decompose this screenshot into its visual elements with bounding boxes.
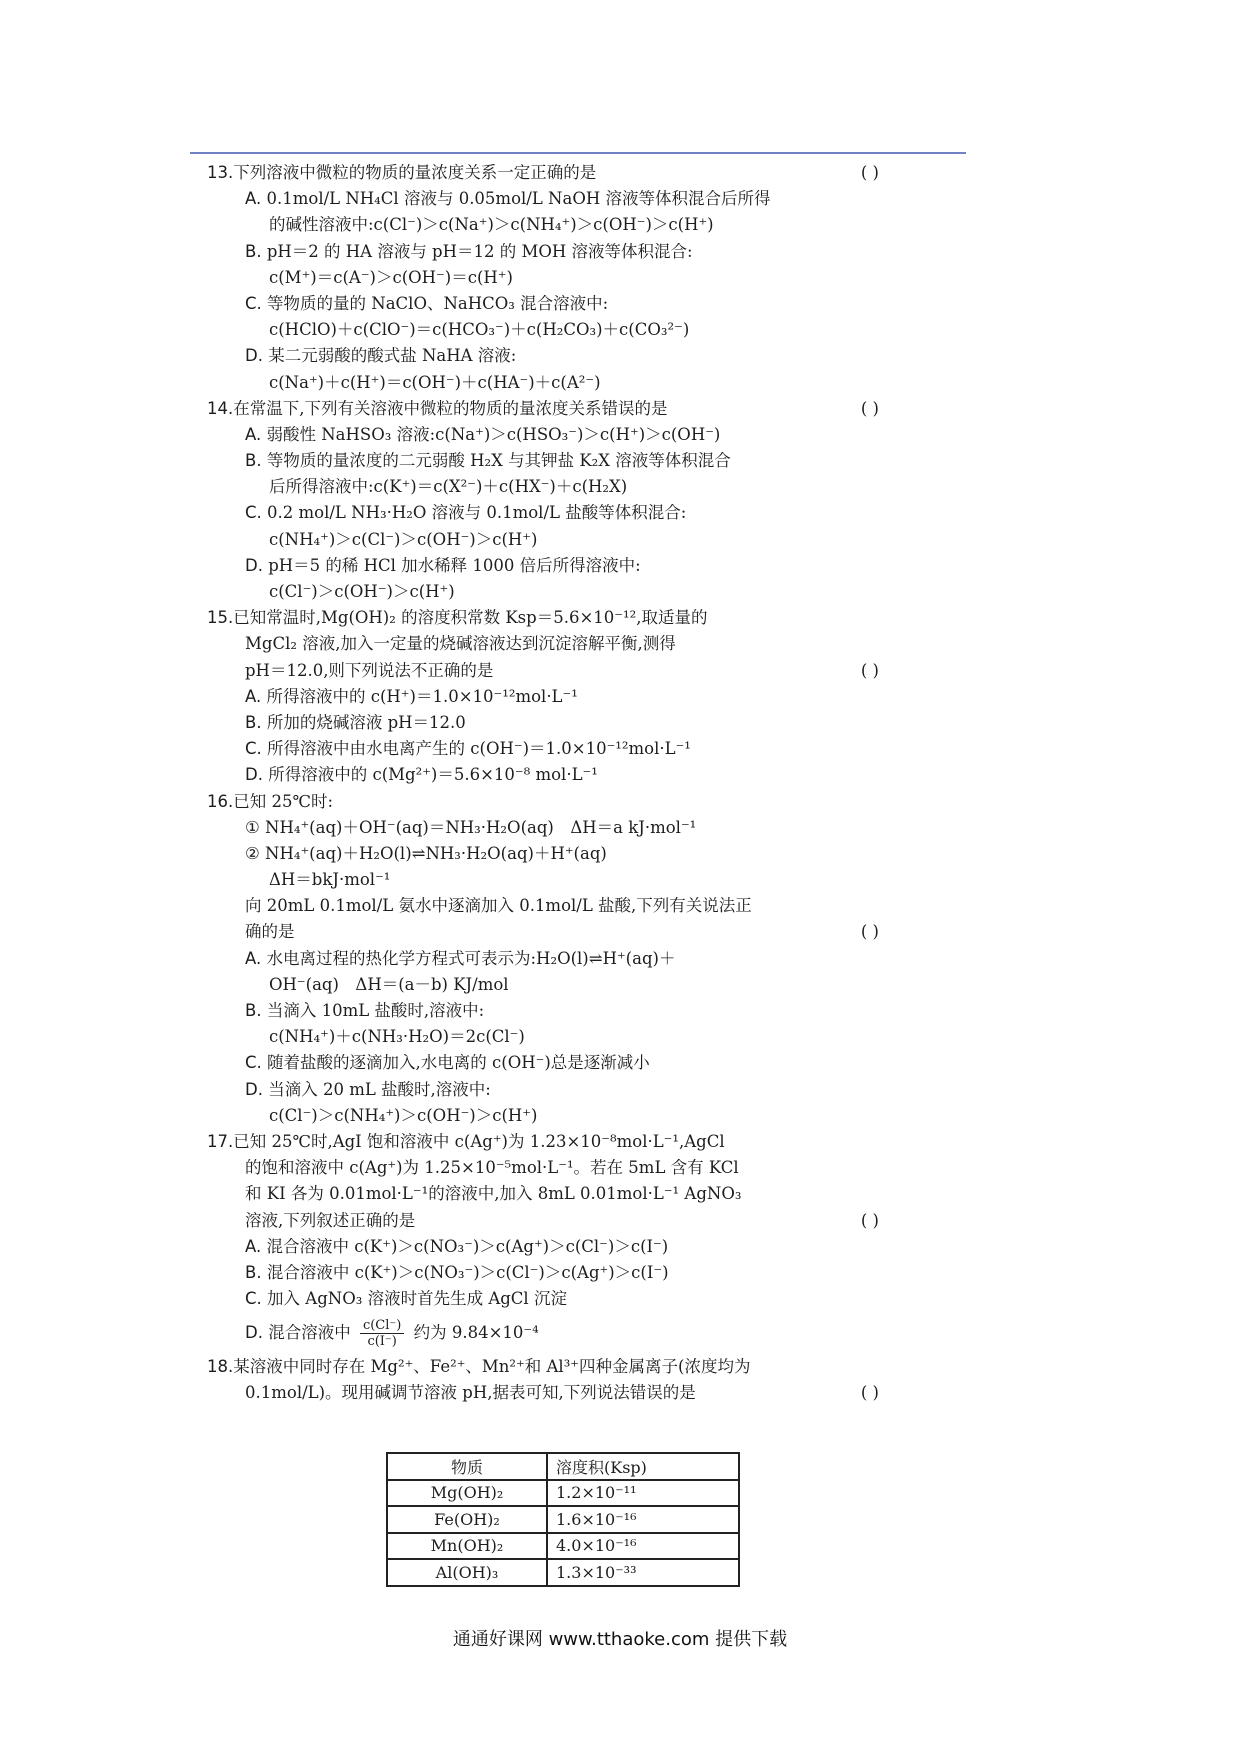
line-text: 等物质的量的 NaClO、NaHCO₃ 混合溶液中: bbox=[267, 293, 609, 313]
option-line bbox=[245, 710, 893, 736]
line-text: 所得溶液中由水电离产生的 c(OH⁻)＝1.0×10⁻¹²mol·L⁻¹ bbox=[267, 739, 691, 759]
option-line bbox=[245, 291, 893, 317]
line-text: ΔH＝bkJ·mol⁻¹ bbox=[269, 870, 391, 890]
question-content bbox=[207, 160, 893, 1407]
option-label: D. bbox=[245, 1079, 263, 1099]
option-line bbox=[245, 422, 893, 448]
option-label: A. bbox=[245, 686, 262, 706]
line-text: 水电离过程的热化学方程式可表示为:H₂O(l)⇌H⁺(aq)＋ bbox=[266, 948, 676, 968]
line-text: 在常温下,下列有关溶液中微粒的物质的量浓度关系错误的是 bbox=[233, 398, 668, 418]
text-line bbox=[269, 265, 893, 291]
line-text: pH＝5 的稀 HCl 加水稀释 1000 倍后所得溶液中: bbox=[268, 555, 641, 575]
line-text: c(Na⁺)＋c(H⁺)＝c(OH⁻)＋c(HA⁻)＋c(A²⁻) bbox=[269, 372, 601, 392]
option-line bbox=[245, 1260, 893, 1286]
option-line bbox=[245, 684, 893, 710]
table-row bbox=[387, 1480, 739, 1507]
substance-cell: Mn(OH)₂ bbox=[387, 1533, 547, 1560]
answer-blank: ( ) bbox=[860, 163, 879, 182]
option-line bbox=[245, 946, 893, 972]
text-line bbox=[269, 370, 893, 396]
line-text: 后所得溶液中:c(K⁺)＝c(X²⁻)＋c(HX⁻)＋c(H₂X) bbox=[269, 477, 628, 497]
line-text: 已知常温时,Mg(OH)₂ 的溶度积常数 Ksp＝5.6×10⁻¹²,取适量的 bbox=[233, 608, 708, 628]
line-text: 某二元弱酸的酸式盐 NaHA 溶液: bbox=[268, 346, 517, 366]
option-line bbox=[245, 500, 893, 526]
ksp-cell: 1.2×10⁻¹¹ bbox=[547, 1480, 739, 1507]
option-line bbox=[245, 1077, 893, 1103]
text-line bbox=[245, 1380, 893, 1406]
option-label: C. bbox=[245, 739, 262, 759]
line-text: 0.1mol/L)。现用碱调节溶液 pH,据表可知,下列说法错误的是 bbox=[245, 1383, 696, 1403]
option-label: B. bbox=[245, 1001, 262, 1020]
option-label: A. bbox=[245, 948, 262, 968]
line-text: 向 20mL 0.1mol/L 氨水中逐滴加入 0.1mol/L 盐酸,下列有关说法正 bbox=[245, 896, 752, 916]
question-stem-line bbox=[207, 1129, 893, 1155]
line-text: OH⁻(aq) ΔH＝(a－b) KJ/mol bbox=[269, 974, 509, 994]
text-line bbox=[245, 1208, 893, 1234]
option-label: B. bbox=[245, 1262, 262, 1282]
line-text: 的饱和溶液中 c(Ag⁺)为 1.25×10⁻⁵mol·L⁻¹。若在 5mL 含有 KCl bbox=[245, 1158, 739, 1178]
option-prefix: 混合溶液中 bbox=[268, 1323, 351, 1343]
text-line bbox=[269, 474, 893, 500]
option-label: A. bbox=[245, 1236, 262, 1256]
header-rule bbox=[190, 152, 966, 154]
line-text: 当滴入 10mL 盐酸时,溶液中: bbox=[266, 1001, 485, 1020]
question-number: 15. bbox=[207, 608, 234, 628]
table-header-row bbox=[387, 1453, 739, 1480]
option-line bbox=[245, 1234, 893, 1260]
substance-cell: Fe(OH)₂ bbox=[387, 1506, 547, 1533]
line-text: c(HClO)＋c(ClO⁻)＝c(HCO₃⁻)＋c(H₂CO₃)＋c(CO₃²⁻) bbox=[269, 320, 690, 340]
header-ksp: 溶度积(Ksp) bbox=[547, 1453, 739, 1480]
line-text: 所加的烧碱溶液 pH＝12.0 bbox=[266, 712, 466, 732]
ksp-cell: 4.0×10⁻¹⁶ bbox=[547, 1533, 739, 1560]
line-text: 随着盐酸的逐滴加入,水电离的 c(OH⁻)总是逐渐减小 bbox=[267, 1053, 650, 1073]
text-line bbox=[269, 1103, 893, 1129]
line-text: 混合溶液中 c(K⁺)＞c(NO₃⁻)＞c(Ag⁺)＞c(Cl⁻)＞c(I⁻) bbox=[266, 1236, 669, 1256]
line-text: 加入 AgNO₃ 溶液时首先生成 AgCl 沉淀 bbox=[267, 1289, 567, 1309]
line-text: c(NH₄⁺)＞c(Cl⁻)＞c(OH⁻)＞c(H⁺) bbox=[269, 529, 538, 549]
option-line bbox=[245, 736, 893, 762]
question-number: 18. bbox=[207, 1357, 234, 1377]
option-label: D. bbox=[245, 346, 263, 366]
option-label: C. bbox=[245, 1053, 262, 1073]
table-row bbox=[387, 1533, 739, 1560]
option-label: C. bbox=[245, 503, 262, 523]
line-text: c(NH₄⁺)＋c(NH₃·H₂O)＝2c(Cl⁻) bbox=[269, 1027, 525, 1047]
question-number: 14. bbox=[207, 398, 234, 418]
question-number: 16. bbox=[207, 791, 234, 811]
substance-cell: Mg(OH)₂ bbox=[387, 1480, 547, 1507]
answer-blank: ( ) bbox=[860, 660, 879, 680]
text-line bbox=[269, 579, 893, 605]
ksp-table bbox=[386, 1452, 740, 1587]
line-text: 所得溶液中的 c(Mg²⁺)＝5.6×10⁻⁸ mol·L⁻¹ bbox=[268, 765, 598, 785]
line-text: MgCl₂ 溶液,加入一定量的烧碱溶液达到沉淀溶解平衡,测得 bbox=[245, 634, 676, 654]
fraction-numerator: c(Cl⁻) bbox=[360, 1318, 404, 1334]
option-label: D. bbox=[245, 555, 263, 575]
line-text: ① NH₄⁺(aq)＋OH⁻(aq)＝NH₃·H₂O(aq) ΔH＝a kJ·mol⁻¹ bbox=[245, 817, 697, 837]
line-text: 的碱性溶液中:c(Cl⁻)＞c(Na⁺)＞c(NH₄⁺)＞c(OH⁻)＞c(H⁺) bbox=[269, 215, 714, 235]
option-label: B. bbox=[245, 241, 262, 261]
line-text: 等物质的量浓度的二元弱酸 H₂X 与其钾盐 K₂X 溶液等体积混合 bbox=[266, 451, 731, 471]
questions-13-17 bbox=[207, 160, 893, 1312]
text-line bbox=[269, 527, 893, 553]
option-line bbox=[245, 186, 893, 212]
option-suffix: 约为 9.84×10⁻⁴ bbox=[413, 1323, 539, 1343]
option-line bbox=[245, 1050, 893, 1076]
question-stem-line bbox=[207, 605, 893, 631]
question-stem-line bbox=[207, 789, 893, 815]
line-text: 溶液,下列叙述正确的是 bbox=[245, 1210, 416, 1230]
answer-blank: ( ) bbox=[860, 398, 879, 418]
ksp-cell: 1.3×10⁻³³ bbox=[547, 1559, 739, 1586]
line-text: pH＝2 的 HA 溶液与 pH＝12 的 MOH 溶液等体积混合: bbox=[266, 241, 693, 261]
line-text: 当滴入 20 mL 盐酸时,溶液中: bbox=[268, 1079, 491, 1099]
table-row bbox=[387, 1559, 739, 1586]
answer-blank: ( ) bbox=[860, 1383, 879, 1403]
text-line bbox=[269, 867, 893, 893]
answer-blank: ( ) bbox=[860, 1210, 879, 1230]
q17-option-d bbox=[245, 1312, 893, 1354]
line-text: 弱酸性 NaHSO₃ 溶液:c(Na⁺)＞c(HSO₃⁻)＞c(H⁺)＞c(OH⁻) bbox=[266, 424, 721, 444]
option-line bbox=[245, 553, 893, 579]
option-line bbox=[245, 998, 893, 1024]
line-text: 已知 25℃时: bbox=[233, 791, 334, 811]
line-text: 0.2 mol/L NH₃·H₂O 溶液与 0.1mol/L 盐酸等体积混合: bbox=[267, 503, 687, 523]
option-label: D. bbox=[245, 1323, 263, 1343]
question-stem-line bbox=[207, 160, 893, 186]
text-line bbox=[269, 972, 893, 998]
option-label: C. bbox=[245, 293, 262, 313]
text-line bbox=[269, 1024, 893, 1050]
option-label: C. bbox=[245, 1289, 262, 1309]
option-line bbox=[245, 1286, 893, 1312]
ksp-cell: 1.6×10⁻¹⁶ bbox=[547, 1506, 739, 1533]
line-text: 所得溶液中的 c(H⁺)＝1.0×10⁻¹²mol·L⁻¹ bbox=[266, 686, 578, 706]
header-substance: 物质 bbox=[387, 1453, 547, 1480]
question-18 bbox=[207, 1354, 893, 1406]
text-line bbox=[245, 631, 893, 657]
substance-cell: Al(OH)₃ bbox=[387, 1559, 547, 1586]
text-line bbox=[245, 815, 893, 841]
ratio-fraction bbox=[360, 1318, 404, 1349]
line-text: 和 KI 各为 0.01mol·L⁻¹的溶液中,加入 8mL 0.01mol·L⁻¹ AgNO₃ bbox=[245, 1184, 742, 1204]
text-line bbox=[245, 919, 893, 945]
fraction-denominator: c(I⁻) bbox=[367, 1334, 397, 1350]
table-row bbox=[387, 1506, 739, 1533]
line-text: pH＝12.0,则下列说法不正确的是 bbox=[245, 660, 494, 680]
question-number: 17. bbox=[207, 1131, 234, 1151]
text-line bbox=[245, 893, 893, 919]
line-text: 0.1mol/L NH₄Cl 溶液与 0.05mol/L NaOH 溶液等体积混合后所得 bbox=[266, 189, 771, 209]
line-text: 混合溶液中 c(K⁺)＞c(NO₃⁻)＞c(Cl⁻)＞c(Ag⁺)＞c(I⁻) bbox=[266, 1262, 669, 1282]
option-line bbox=[245, 448, 893, 474]
question-stem-line bbox=[207, 1354, 893, 1380]
line-text: 某溶液中同时存在 Mg²⁺、Fe²⁺、Mn²⁺和 Al³⁺四种金属离子(浓度均为 bbox=[233, 1357, 751, 1377]
text-line bbox=[269, 317, 893, 343]
question-number: 13. bbox=[207, 163, 234, 182]
page-footer[interactable]: 通通好课网 www.tthaoke.com 提供下载 bbox=[452, 1629, 788, 1650]
line-text: 确的是 bbox=[245, 922, 295, 942]
option-label: B. bbox=[245, 712, 262, 732]
line-text: ② NH₄⁺(aq)＋H₂O(l)⇌NH₃·H₂O(aq)＋H⁺(aq) bbox=[245, 843, 607, 863]
option-label: A. bbox=[245, 424, 262, 444]
option-label: D. bbox=[245, 765, 263, 785]
text-line bbox=[269, 212, 893, 238]
line-text: 已知 25℃时,AgI 饱和溶液中 c(Ag⁺)为 1.23×10⁻⁸mol·L⁻¹,AgCl bbox=[233, 1131, 725, 1151]
option-line bbox=[245, 239, 893, 265]
text-line bbox=[245, 658, 893, 684]
text-line bbox=[245, 1155, 893, 1181]
text-line bbox=[245, 1181, 893, 1207]
option-label: B. bbox=[245, 451, 262, 471]
line-text: c(Cl⁻)＞c(NH₄⁺)＞c(OH⁻)＞c(H⁺) bbox=[269, 1105, 538, 1125]
option-line bbox=[245, 343, 893, 369]
option-label: A. bbox=[245, 189, 262, 209]
text-line bbox=[245, 841, 893, 867]
line-text: c(Cl⁻)＞c(OH⁻)＞c(H⁺) bbox=[269, 582, 455, 601]
line-text: 下列溶液中微粒的物质的量浓度关系一定正确的是 bbox=[233, 163, 597, 182]
option-line bbox=[245, 762, 893, 788]
answer-blank: ( ) bbox=[860, 922, 879, 942]
line-text: c(M⁺)＝c(A⁻)＞c(OH⁻)＝c(H⁺) bbox=[269, 267, 513, 287]
question-stem-line bbox=[207, 396, 893, 422]
